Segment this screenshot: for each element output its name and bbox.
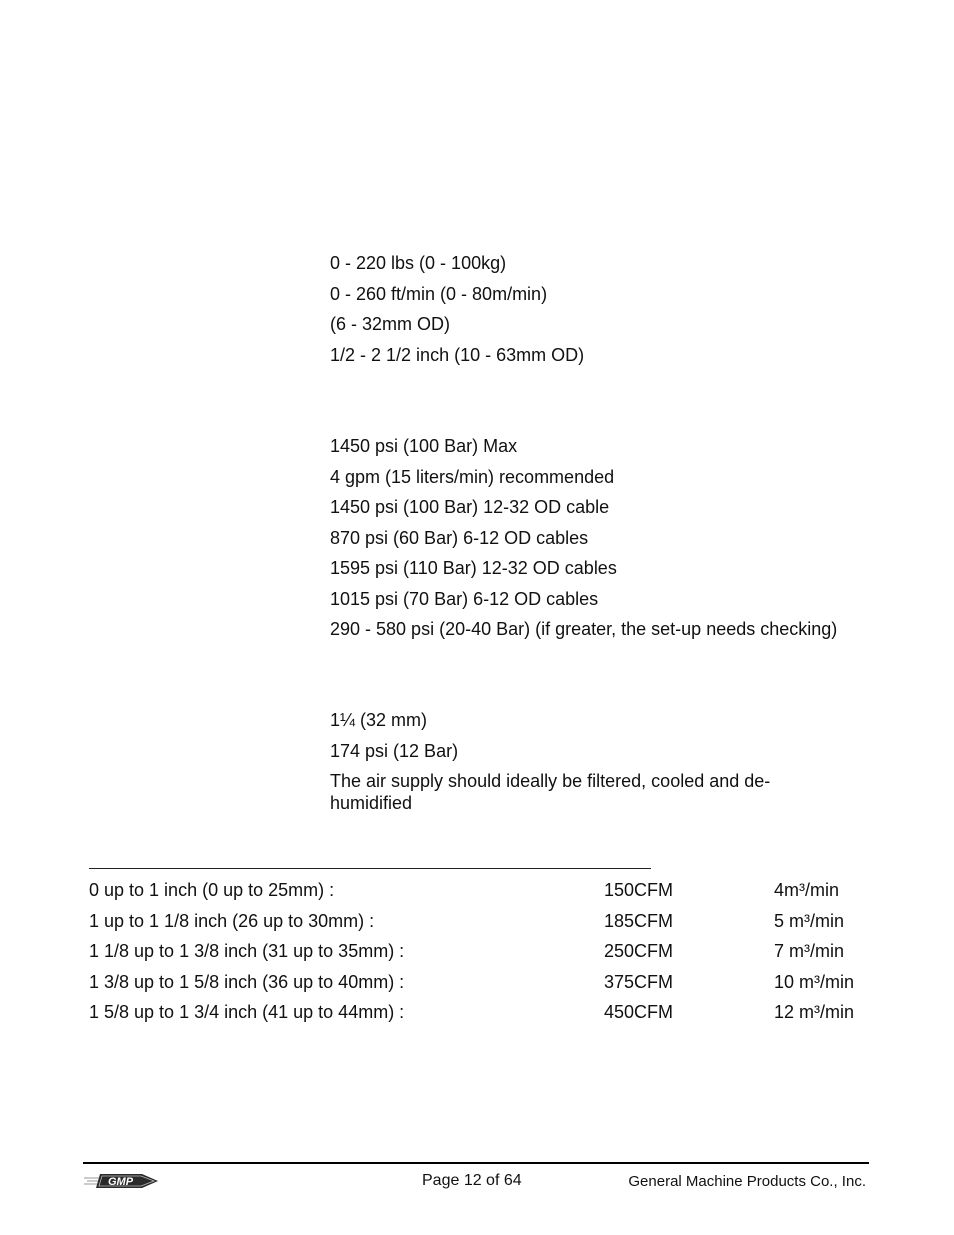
size-cell: 1 1/8 up to 1 3/8 inch (31 up to 35mm) : — [89, 941, 405, 961]
cfm-cell: 250CFM — [604, 941, 674, 961]
cfm-cell: 375CFM — [604, 971, 674, 992]
size-cell: 0 up to 1 inch (0 up to 25mm) : — [89, 880, 335, 900]
spec-line: 0 - 220 lbs (0 - 100kg) — [330, 253, 507, 273]
spec-line: 870 psi (60 Bar) 6-12 OD cables — [330, 527, 589, 548]
metric-cell: 12 m³/min — [774, 1002, 855, 1022]
table-row — [89, 910, 889, 941]
spec-line: 4 gpm (15 liters/min) recommended — [330, 466, 615, 487]
air-flow-table — [89, 879, 889, 1032]
spec-line: 174 psi (12 Bar) — [330, 740, 459, 761]
spec-group-hydraulic — [330, 435, 837, 649]
gmp-logo — [84, 1170, 160, 1192]
metric-cell: 5 m³/min — [774, 910, 845, 931]
table-row — [89, 971, 889, 1002]
metric-cell: 10 m³/min — [774, 971, 855, 992]
table-row — [89, 1001, 889, 1032]
spec-line: 0 - 260 ft/min (0 - 80m/min) — [330, 283, 548, 304]
spec-line: 1015 psi (70 Bar) 6-12 OD cables — [330, 588, 599, 609]
spec-line: 1595 psi (110 Bar) 12-32 OD cables — [330, 558, 617, 578]
spec-line: 290 - 580 psi (20-40 Bar) (if greater, the set-up needs checking) — [330, 619, 838, 639]
spec-group-capacity — [330, 252, 584, 374]
logo-text: GMP — [108, 1176, 134, 1188]
cfm-cell: 185CFM — [604, 910, 674, 931]
company-name: General Machine Products Co., Inc. — [628, 1173, 866, 1190]
air-supply-note: The air supply should ideally be filtered, cooled and de-humidified — [330, 771, 771, 813]
page-number: Page 12 of 64 — [422, 1172, 522, 1189]
spec-line: 1¼ (32 mm) — [330, 710, 428, 730]
spec-line: 1450 psi (100 Bar) 12-32 OD cable — [330, 497, 610, 517]
size-cell: 1 3/8 up to 1 5/8 inch (36 up to 40mm) : — [89, 971, 405, 992]
spec-line: (6 - 32mm OD) — [330, 314, 451, 334]
table-row — [89, 879, 889, 910]
spec-line: 1450 psi (100 Bar) Max — [330, 436, 518, 456]
table-top-rule — [89, 868, 651, 869]
spec-group-air — [330, 709, 458, 770]
cfm-cell: 150CFM — [604, 880, 674, 900]
footer-rule — [83, 1162, 869, 1164]
cfm-cell: 450CFM — [604, 1002, 674, 1022]
size-cell: 1 5/8 up to 1 3/4 inch (41 up to 44mm) : — [89, 1002, 405, 1022]
metric-cell: 4m³/min — [774, 880, 840, 900]
size-cell: 1 up to 1 1/8 inch (26 up to 30mm) : — [89, 910, 375, 931]
metric-cell: 7 m³/min — [774, 941, 845, 961]
spec-line: 1/2 - 2 1/2 inch (10 - 63mm OD) — [330, 344, 585, 365]
table-row — [89, 940, 889, 971]
